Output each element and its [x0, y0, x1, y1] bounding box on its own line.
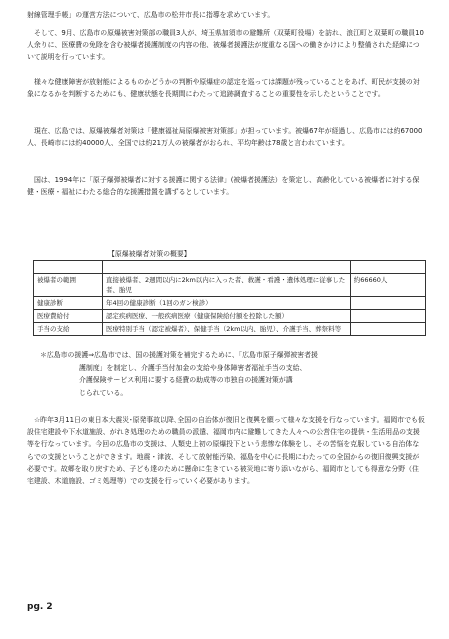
row-label: 被爆者の範囲: [34, 274, 103, 297]
row-content: 直接被爆者、2週間以内に2km以内に入った者、救護・看護・遺体処理に従事した者、胎児: [102, 274, 350, 297]
table-header-cell: [102, 261, 350, 274]
table-header-cell: [34, 261, 103, 274]
paragraph-3: 様々な健康障害が放射能によるものかどうかの判断や原爆症の認定を巡っては課題が残っていることをあげ、町民が支援の対象になるかを判断するためにも、健康状態を長期間にわたって追跡調査することの重要性を示したということです。: [27, 78, 420, 99]
paragraph-5: 国は、1994年に「原子爆弾被爆者に対する援護に関する法律」(被爆者援護法）を策定し、高齢化している被爆者に対する保健・医療・福祉にわたる総合的な援護措置を講ずるとしています。: [27, 176, 420, 197]
row-content: 認定疾病医療、一般疾病医療（健康保険給付額を控除した額）: [102, 310, 350, 323]
row-count: [350, 297, 425, 310]
table-header-cell: [350, 261, 425, 274]
overview-table: [33, 260, 426, 336]
table-row: [34, 274, 426, 297]
row-content: 医療特別手当（認定被爆者）、保健手当（2km以内、胎児）、介護手当、葬祭料等: [102, 323, 350, 336]
row-count: [350, 323, 425, 336]
table-row: [34, 323, 426, 336]
paragraph-4: 現在、広島では、原爆被爆者対策は「健康福祉局原爆被害対策部」が担っています。被爆67年が経過し、広島市には約67000人、長崎市には約40000人、全国では約21万人の被爆者がおられ、平均年齢は78歳と言われています。: [27, 127, 423, 148]
row-count: [350, 310, 425, 323]
row-label: 健康診断: [34, 297, 103, 310]
table-header-row: [34, 261, 426, 274]
note-line: 介護保険サービス利用に要する経費の助成等の市独自の援護対策が講: [79, 376, 293, 385]
row-label: 手当の支給: [34, 323, 103, 336]
paragraph-2: そして、9月、広島市の原爆被害対策部の職員3人が、埼玉県加須市の避難所（双葉町役場）を訪れ、浪江町と双葉町の職員10人余りに、医療費の免除を含む被爆者援護制度の内容の他、被爆者援護法が度重なる国への働きかけにより整備された経緯について説明を行っています。: [27, 29, 424, 62]
closing-paragraph: ☆昨年3月11日の東日本大震災･原発事故以降､全国の自治体が復旧と復興を願って様々な支援を行なっています。福岡市でも仮設住宅建設や下水道施設、がれき処理のための職員の派遣、福岡市内に避難してきた人々への公営住宅の提供・生活用品の支援等を行なっています。今回の広島市の支援は、人類史上初の原爆投下という悲惨な体験をし、その苦悩を克服している自治体ならでの支援ということができます。地震・津波、そして放射能汚染、福島を中心に長期にわたっての全国からの復旧復興支援が必要です。故郷を取り戻すため、子ども達のために懸命に生きている被災地に寄り添いながら、福岡市としても得意な分野（住宅建設、木道施設、ゴミ処理等）での支援を行っていく必要があります。: [27, 416, 425, 486]
row-count: 約66660人: [350, 274, 425, 297]
table-row: [34, 310, 426, 323]
paragraph-1: 射線管理手帳」の運営方法について、広島市の松井市長に指導を求めています。: [27, 11, 275, 19]
table-caption: 【原爆被爆者対策の概要】: [108, 250, 191, 258]
row-label: 医療費給付: [34, 310, 103, 323]
note-line: ＊広島市の援護⇒広島市では、国の援護対策を補完するために、「広島市原子爆弾被害者援: [40, 351, 318, 359]
note-line: 護制度」を制定し、介護手当付加金の支給や身体障害者福祉手当の支給、: [79, 363, 307, 372]
table-row: [34, 297, 426, 310]
note-line: じられている。: [79, 388, 128, 397]
hiroshima-support-note: [40, 349, 425, 399]
page-number: pg. 2: [27, 602, 53, 612]
row-content: 年4回の健康診断（1回のガン検診）: [102, 297, 350, 310]
